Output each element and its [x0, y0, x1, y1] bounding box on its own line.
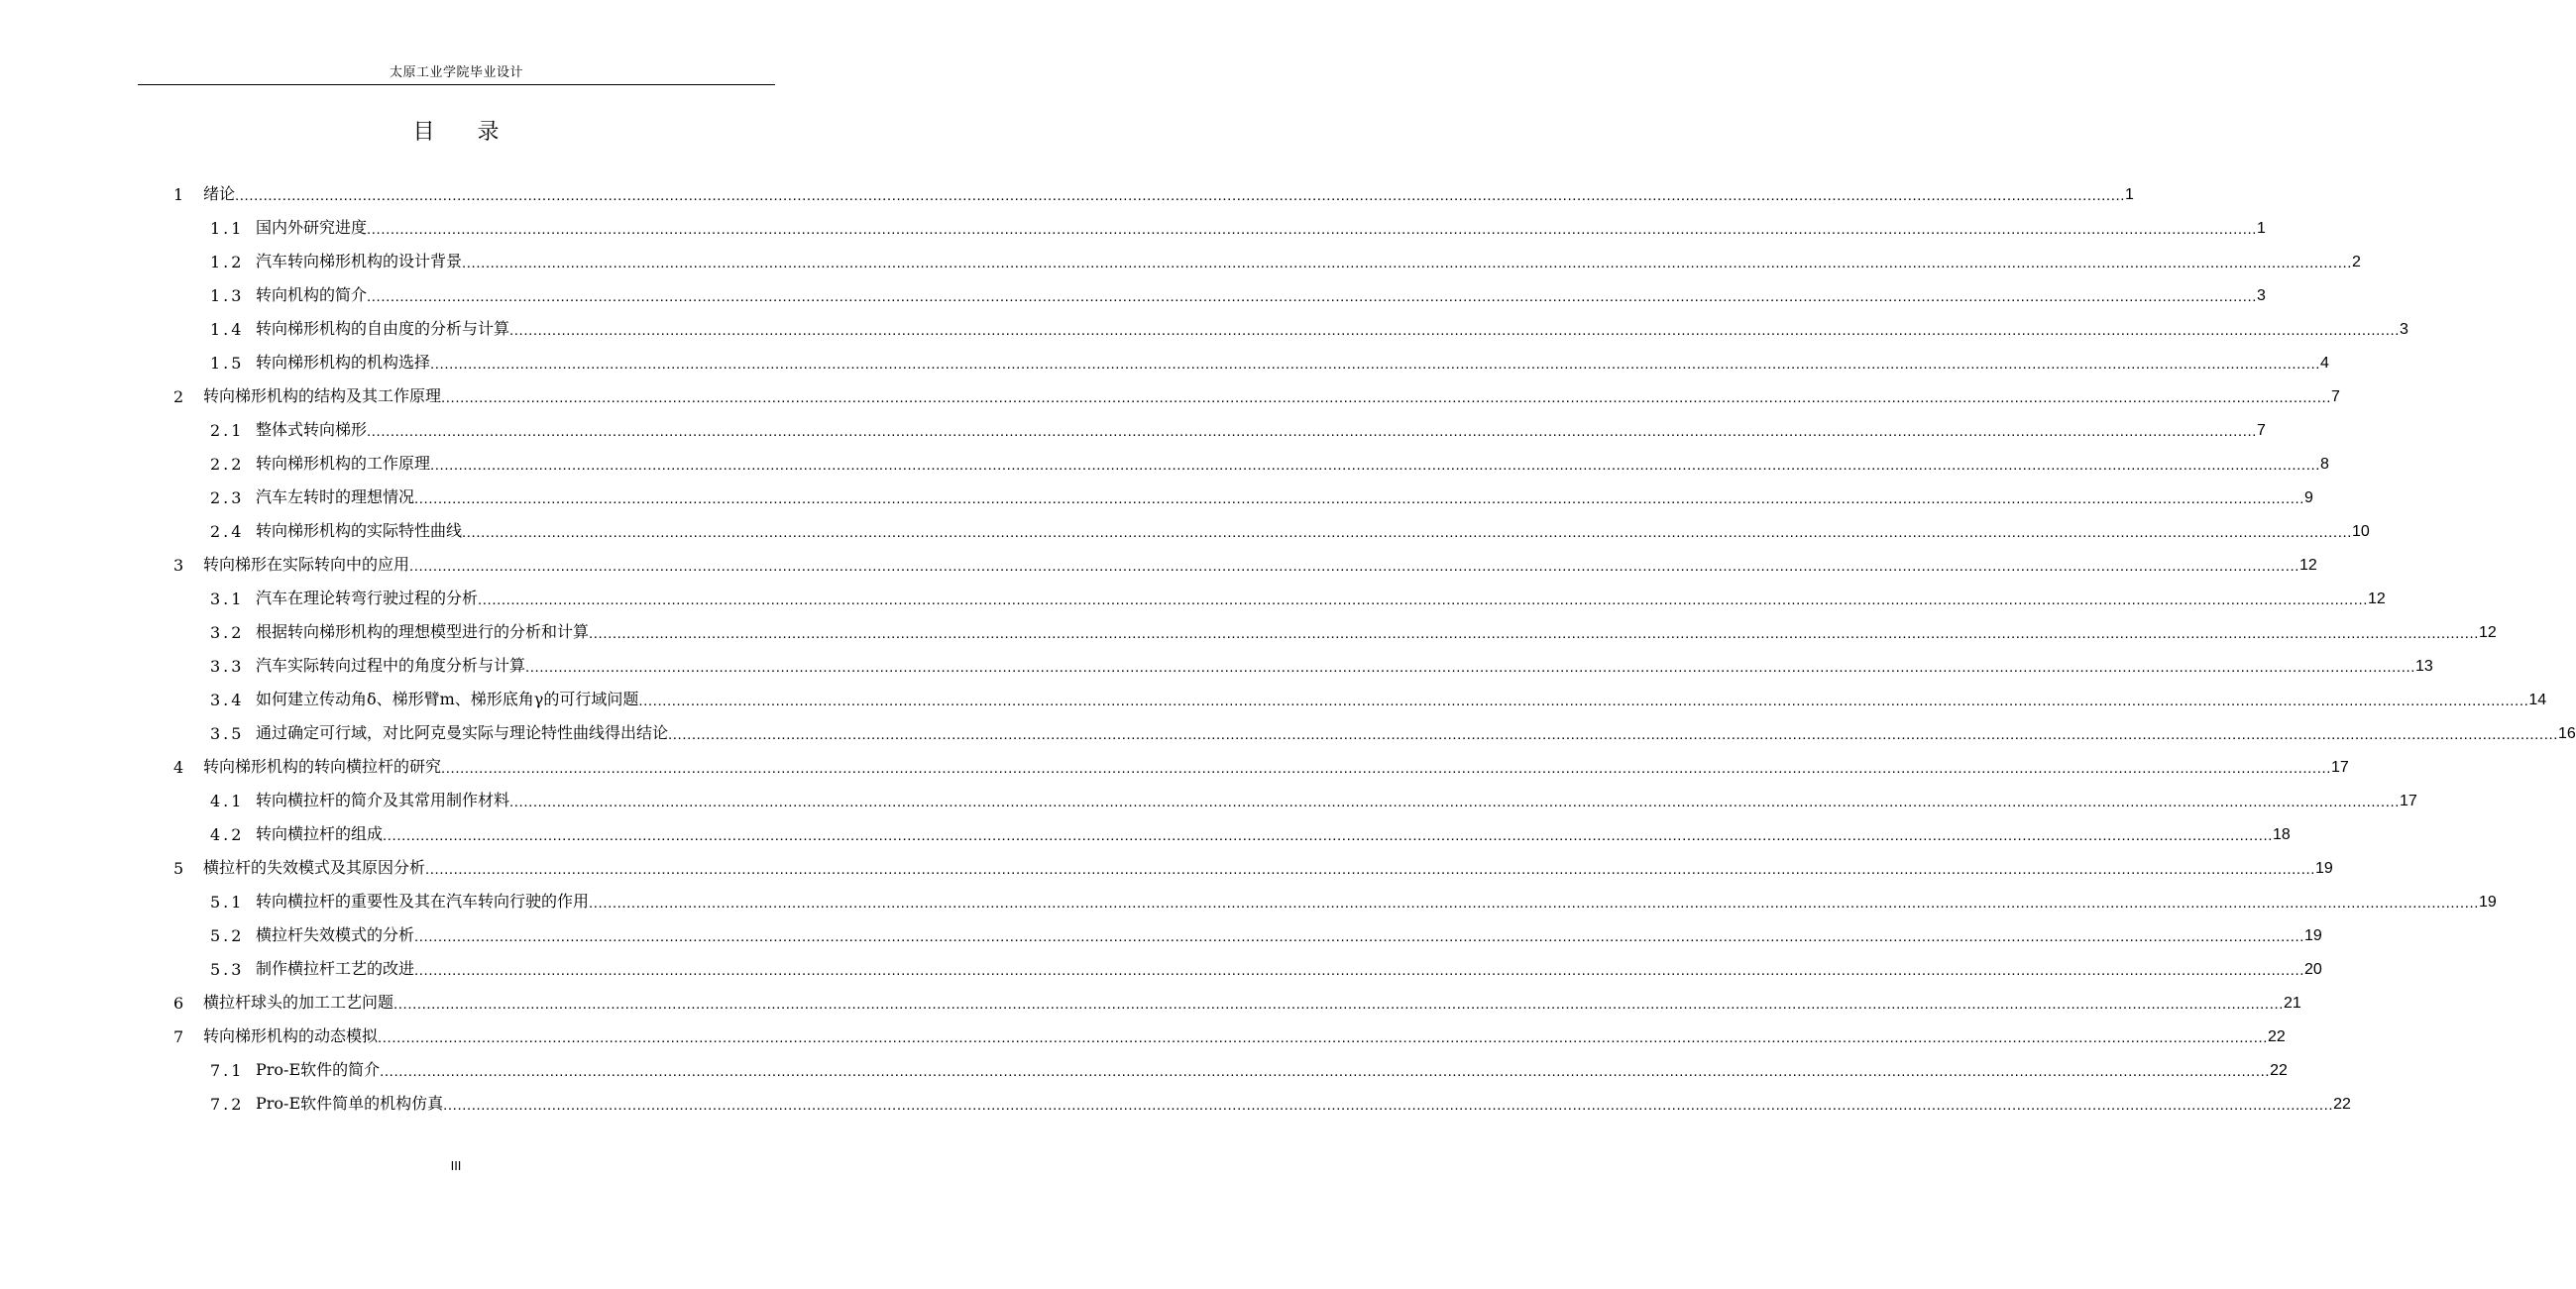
toc-entry-page: 22 — [2268, 1028, 2286, 1045]
toc-entry-number: 7 — [173, 1027, 184, 1046]
toc-entry-page: 4 — [2320, 355, 2329, 372]
toc-entry-title: 如何建立传动角δ、梯形臂m、梯形底角γ的可行域问题 — [256, 690, 639, 708]
toc-entry[interactable] — [210, 1056, 2288, 1080]
toc-entry-number: 1 — [173, 185, 184, 204]
toc-entry-page: 9 — [2304, 489, 2313, 506]
toc-entry-number: 4.1 — [210, 792, 245, 810]
toc-leader-dots: ................................................................................................................................................................................................................................................................................................................................................................................................................ — [367, 288, 2258, 305]
toc-entry-title: 整体式转向梯形 — [256, 420, 368, 439]
toc-entry[interactable] — [210, 888, 2497, 912]
toc-entry[interactable] — [173, 854, 2333, 878]
toc-entry[interactable] — [173, 753, 2349, 777]
toc-entry[interactable] — [173, 382, 2340, 406]
toc-entry-page: 16 — [2558, 725, 2576, 742]
toc-entry-number: 1.2 — [210, 253, 245, 271]
toc-entry[interactable] — [173, 989, 2301, 1013]
toc-entry-page: 17 — [2400, 793, 2417, 809]
toc-entry[interactable] — [210, 719, 2576, 743]
toc-entry-page: 1 — [2257, 220, 2266, 237]
toc-entry[interactable] — [210, 214, 2266, 238]
toc-entry-page: 13 — [2415, 658, 2433, 675]
toc-leader-dots: ................................................................................................................................................................................................................................................................................................................................................................................................................ — [509, 322, 2401, 339]
toc-entry-number: 1.5 — [210, 354, 245, 373]
toc-leader-dots: ................................................................................................................................................................................................................................................................................................................................................................................................................ — [441, 389, 2332, 406]
toc-entry[interactable] — [210, 921, 2322, 945]
toc-leader-dots: ................................................................................................................................................................................................................................................................................................................................................................................................................ — [589, 895, 2480, 912]
toc-entry-number: 2.3 — [210, 488, 245, 507]
toc-entry[interactable] — [210, 248, 2361, 271]
toc-leader-dots: ................................................................................................................................................................................................................................................................................................................................................................................................................ — [414, 962, 2305, 979]
toc-entry-number: 3.3 — [210, 657, 245, 676]
toc-entry-number: 3.2 — [210, 623, 245, 642]
toc-entry-page: 7 — [2257, 422, 2266, 439]
toc-entry-number: 1.1 — [210, 219, 245, 238]
toc-entry-number: 7.2 — [210, 1095, 245, 1114]
toc-entry[interactable] — [210, 315, 2408, 339]
toc-leader-dots: ................................................................................................................................................................................................................................................................................................................................................................................................................ — [430, 457, 2321, 474]
page-header: 太原工业学院毕业设计 — [389, 65, 523, 80]
toc-entry-number: 2.4 — [210, 522, 245, 541]
toc-entry-number: 1.3 — [210, 286, 245, 305]
toc-entry-title: 转向梯形机构的转向横拉杆的研究 — [203, 757, 442, 776]
toc-entry-number: 2 — [173, 387, 184, 406]
toc-leader-dots: ................................................................................................................................................................................................................................................................................................................................................................................................................ — [525, 659, 2416, 676]
header-rule — [138, 84, 775, 85]
toc-entry[interactable] — [173, 180, 2134, 204]
toc-entry-number: 3.1 — [210, 590, 245, 608]
toc-entry-title: 横拉杆失效模式的分析 — [256, 925, 415, 944]
toc-entry-number: 6 — [173, 994, 184, 1013]
toc-leader-dots: ................................................................................................................................................................................................................................................................................................................................................................................................................ — [638, 693, 2529, 709]
toc-entry-number: 3 — [173, 556, 184, 575]
toc-entry-title: 转向梯形在实际转向中的应用 — [203, 555, 410, 574]
toc-entry-number: 2.2 — [210, 455, 245, 474]
toc-leader-dots: ................................................................................................................................................................................................................................................................................................................................................................................................................ — [414, 928, 2305, 945]
toc-entry-number: 5.2 — [210, 926, 245, 945]
toc-entry[interactable] — [210, 349, 2329, 373]
toc-entry-title: 汽车转向梯形机构的设计背景 — [256, 252, 463, 270]
toc-leader-dots: ................................................................................................................................................................................................................................................................................................................................................................................................................ — [393, 996, 2285, 1013]
toc-entry[interactable] — [210, 1090, 2351, 1114]
toc-entry-page: 7 — [2331, 388, 2340, 405]
toc-entry-page: 3 — [2400, 321, 2408, 338]
toc-entry-number: 1.4 — [210, 320, 245, 339]
toc-leader-dots: ................................................................................................................................................................................................................................................................................................................................................................................................................ — [414, 490, 2305, 507]
toc-leader-dots: ................................................................................................................................................................................................................................................................................................................................................................................................................ — [235, 187, 2126, 204]
toc-entry[interactable] — [210, 787, 2417, 810]
toc-entry-title: 转向机构的简介 — [256, 285, 368, 304]
toc-entry-title: 横拉杆球头的加工工艺问题 — [203, 993, 394, 1012]
toc-entry-page: 17 — [2331, 759, 2349, 776]
toc-leader-dots: ................................................................................................................................................................................................................................................................................................................................................................................................................ — [367, 221, 2258, 238]
toc-leader-dots: ................................................................................................................................................................................................................................................................................................................................................................................................................ — [589, 625, 2480, 642]
toc-entry-title: Pro-E软件简单的机构仿真 — [256, 1094, 444, 1113]
toc-entry-title: 转向梯形机构的机构选择 — [256, 353, 431, 372]
toc-entry-number: 4 — [173, 758, 184, 777]
toc-entry-page: 2 — [2352, 254, 2361, 270]
toc-entry-title: 转向梯形机构的工作原理 — [256, 454, 431, 473]
toc-entry-number: 5 — [173, 859, 184, 878]
toc-leader-dots: ................................................................................................................................................................................................................................................................................................................................................................................................................ — [478, 591, 2369, 608]
toc-entry-page: 1 — [2125, 186, 2134, 203]
toc-entry-page: 12 — [2368, 591, 2386, 607]
toc-entry-number: 5.1 — [210, 893, 245, 912]
toc-entry-title: 汽车左转时的理想情况 — [256, 487, 415, 506]
toc-entry-page: 22 — [2333, 1096, 2351, 1113]
toc-entry[interactable] — [210, 618, 2497, 642]
toc-entry-page: 14 — [2528, 692, 2547, 708]
toc-entry-page: 22 — [2270, 1062, 2288, 1079]
toc-entry-title: 转向横拉杆的重要性及其在汽车转向行驶的作用 — [256, 892, 590, 911]
toc-leader-dots: ................................................................................................................................................................................................................................................................................................................................................................................................................ — [441, 760, 2332, 777]
toc-leader-dots: ................................................................................................................................................................................................................................................................................................................................................................................................................ — [409, 558, 2300, 575]
toc-leader-dots: ................................................................................................................................................................................................................................................................................................................................................................................................................ — [425, 861, 2316, 878]
toc-entry-page: 8 — [2320, 456, 2329, 473]
toc-entry-title: 转向梯形机构的结构及其工作原理 — [203, 386, 442, 405]
toc-entry-title: 汽车实际转向过程中的角度分析与计算 — [256, 656, 526, 675]
toc-entry-number: 5.3 — [210, 960, 245, 979]
toc-leader-dots: ................................................................................................................................................................................................................................................................................................................................................................................................................ — [430, 356, 2321, 373]
toc-entry-title: 转向横拉杆的简介及其常用制作材料 — [256, 791, 510, 809]
toc-entry-page: 3 — [2257, 287, 2266, 304]
toc-entry-number: 3.4 — [210, 691, 245, 709]
toc-leader-dots: ................................................................................................................................................................................................................................................................................................................................................................................................................ — [378, 1029, 2269, 1046]
page-number: III — [450, 1158, 462, 1173]
toc-leader-dots: ................................................................................................................................................................................................................................................................................................................................................................................................................ — [668, 726, 2559, 743]
toc-leader-dots: ................................................................................................................................................................................................................................................................................................................................................................................................................ — [462, 524, 2353, 541]
toc-leader-dots: ................................................................................................................................................................................................................................................................................................................................................................................................................ — [383, 827, 2274, 844]
toc-entry-page: 10 — [2352, 523, 2370, 540]
toc-leader-dots: ................................................................................................................................................................................................................................................................................................................................................................................................................ — [443, 1097, 2334, 1114]
toc-entry-number: 4.2 — [210, 825, 245, 844]
toc-entry-page: 20 — [2304, 961, 2322, 978]
toc-entry-title: 转向横拉杆的组成 — [256, 824, 384, 843]
toc-entry[interactable] — [210, 585, 2386, 608]
toc-entry-title: 制作横拉杆工艺的改进 — [256, 959, 415, 978]
toc-entry-title: 转向梯形机构的动态模拟 — [203, 1026, 379, 1045]
toc-entry-title: 转向梯形机构的实际特性曲线 — [256, 521, 463, 540]
toc-entry-number: 7.1 — [210, 1061, 245, 1080]
toc-title: 目 录 — [412, 120, 517, 145]
toc-entry[interactable] — [210, 450, 2329, 474]
toc-entry[interactable] — [210, 517, 2370, 541]
toc-entry-number: 2.1 — [210, 421, 245, 440]
toc-entry-title: 汽车在理论转弯行驶过程的分析 — [256, 589, 479, 607]
toc-entry-page: 19 — [2479, 894, 2497, 911]
toc-entry-page: 12 — [2299, 557, 2317, 574]
toc-entry[interactable] — [210, 483, 2313, 507]
toc-leader-dots: ................................................................................................................................................................................................................................................................................................................................................................................................................ — [367, 423, 2258, 440]
toc-entry[interactable] — [210, 281, 2266, 305]
toc-entry-title: 国内外研究进度 — [256, 218, 368, 237]
toc-entry[interactable] — [210, 955, 2322, 979]
toc-leader-dots: ................................................................................................................................................................................................................................................................................................................................................................................................................ — [509, 794, 2401, 810]
toc-entry-number: 3.5 — [210, 724, 245, 743]
toc-entry-title: 转向梯形机构的自由度的分析与计算 — [256, 319, 510, 338]
toc-entry-title: 横拉杆的失效模式及其原因分析 — [203, 858, 426, 877]
toc-entry-title: 根据转向梯形机构的理想模型进行的分析和计算 — [256, 622, 590, 641]
toc-entry-page: 19 — [2304, 927, 2322, 944]
toc-entry-page: 21 — [2284, 995, 2301, 1012]
toc-leader-dots: ................................................................................................................................................................................................................................................................................................................................................................................................................ — [380, 1063, 2271, 1080]
toc-entry-page: 18 — [2273, 826, 2291, 843]
toc-entry-title: 通过确定可行域，对比阿克曼实际与理论特性曲线得出结论 — [256, 723, 669, 742]
toc-entry-page: 12 — [2479, 624, 2497, 641]
toc-entry[interactable] — [210, 416, 2266, 440]
toc-entry[interactable] — [210, 686, 2547, 709]
toc-entry-page: 19 — [2315, 860, 2333, 877]
toc-entry[interactable] — [173, 1022, 2286, 1046]
toc-entry[interactable] — [173, 551, 2317, 575]
toc-entry[interactable] — [210, 652, 2433, 676]
toc-entry[interactable] — [210, 820, 2291, 844]
toc-entry-title: Pro-E软件的简介 — [256, 1060, 381, 1079]
toc-leader-dots: ................................................................................................................................................................................................................................................................................................................................................................................................................ — [462, 255, 2353, 271]
toc-entry-title: 绪论 — [203, 184, 236, 203]
